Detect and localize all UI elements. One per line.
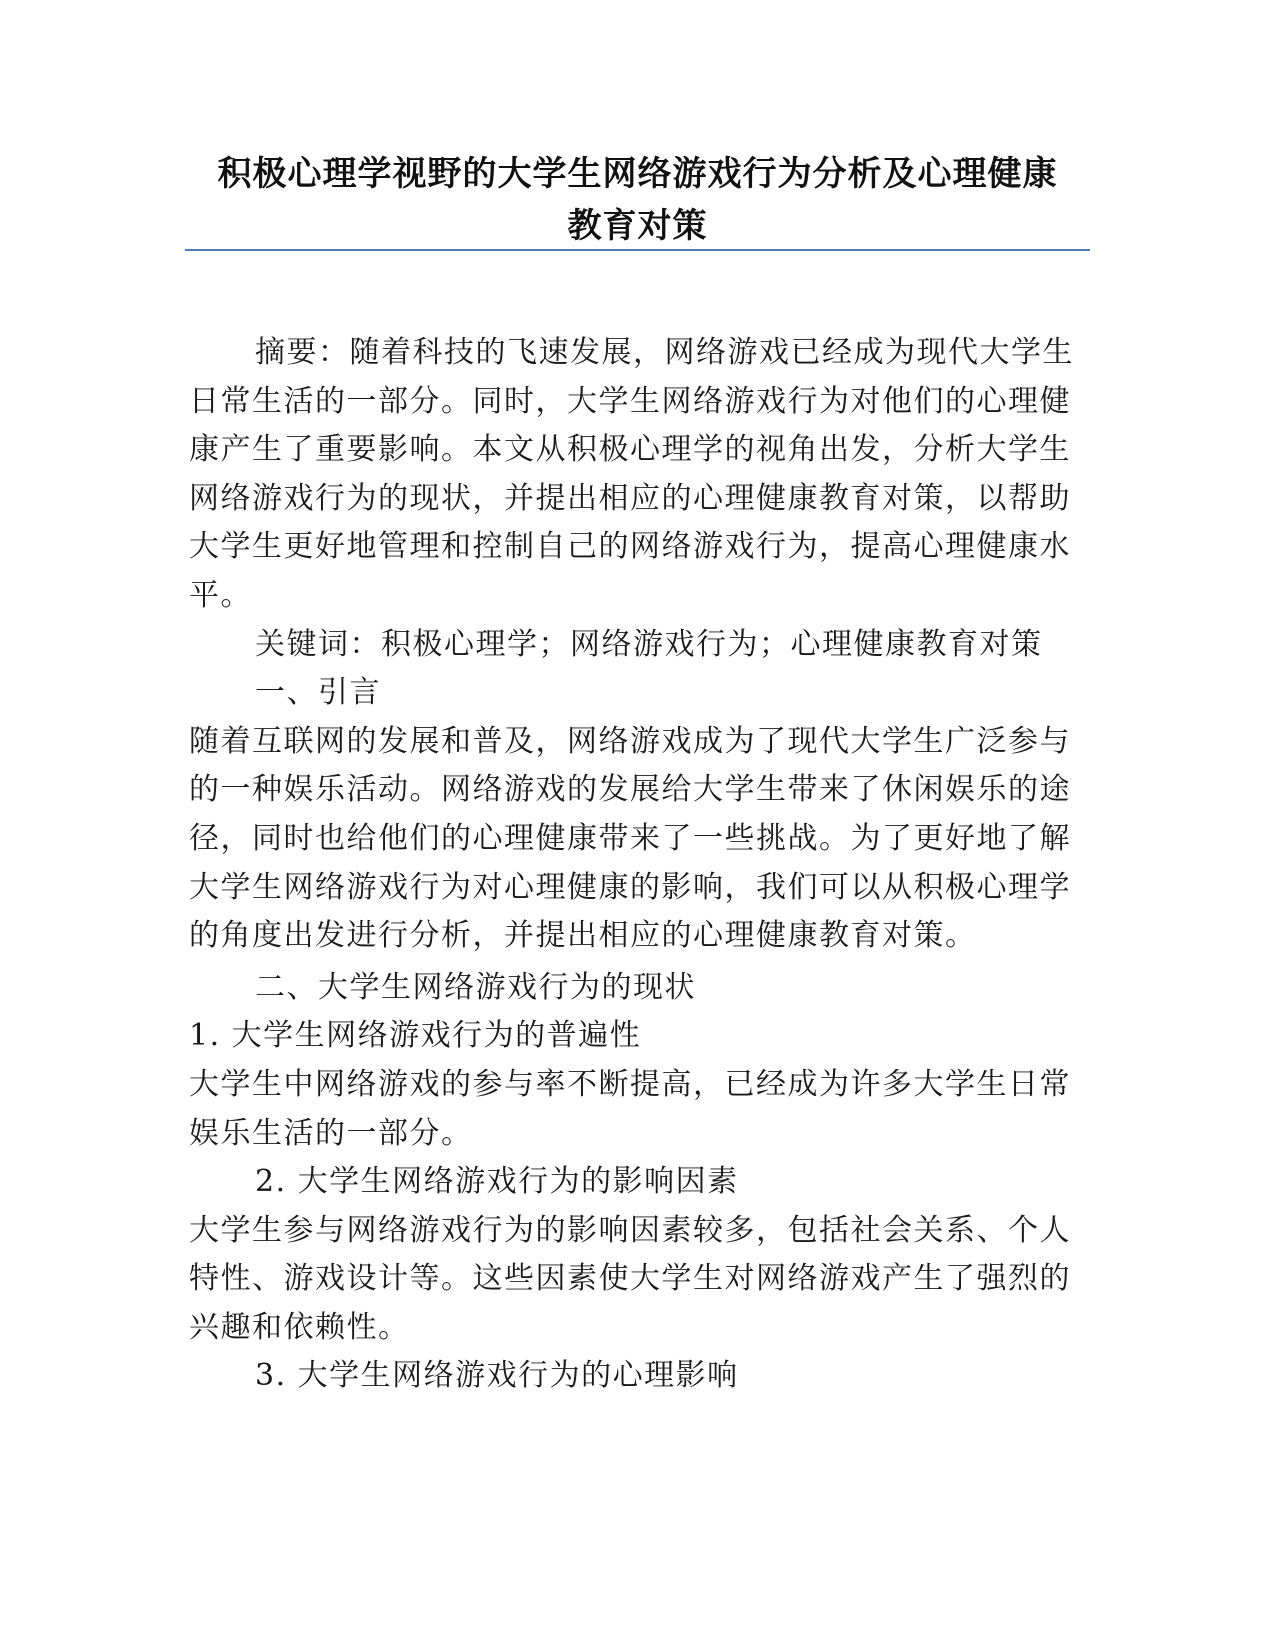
abstract-paragraph: 摘要：随着科技的飞速发展，网络游戏已经成为现代大学生日常生活的一部分。同时，大学生网络游戏行为对他们的心理健康产生了重要影响。本文从积极心理学的视角出发，分析大学生网络游戏行为的现状，并提出相应的心理健康教育对策，以帮助大学生更好地管理和控制自己的网络游戏行为，提高心理健康水平。 — [189, 335, 1074, 613]
subheading-prevalence: 1. 大学生网络游戏行为的普遍性 — [189, 1018, 642, 1054]
title-line-1: 积极心理学视野的大学生网络游戏行为分析及心理健康 — [217, 154, 1058, 194]
keywords-paragraph: 关键词：积极心理学；网络游戏行为；心理健康教育对策 — [255, 626, 1043, 662]
influencing-factors-paragraph: 大学生参与网络游戏行为的影响因素较多，包括社会关系、个人特性、游戏设计等。这些因素使大学生对网络游戏产生了强烈的兴趣和依赖性。 — [189, 1212, 1071, 1345]
document-title — [185, 148, 1090, 252]
prevalence-paragraph: 大学生中网络游戏的参与率不断提高，已经成为许多大学生日常娱乐生活的一部分。 — [189, 1066, 1071, 1151]
introduction-paragraph: 随着互联网的发展和普及，网络游戏成为了现代大学生广泛参与的一种娱乐活动。网络游戏的发展给大学生带来了休闲娱乐的途径，同时也给他们的心理健康带来了一些挑战。为了更好地了解大学生网络游戏行为对心理健康的影响，我们可以从积极心理学的角度出发进行分析，并提出相应的心理健康教育对策。 — [189, 723, 1071, 954]
subheading-psychological-impact: 3. 大学生网络游戏行为的心理影响 — [255, 1358, 739, 1394]
document-body — [189, 329, 1084, 1401]
section-heading-introduction: 一、引言 — [255, 675, 381, 711]
title-underline-rule — [185, 249, 1090, 251]
subheading-influencing-factors: 2. 大学生网络游戏行为的影响因素 — [255, 1164, 739, 1200]
title-line-2: 教育对策 — [567, 206, 708, 246]
section-heading-current-status: 二、大学生网络游戏行为的现状 — [255, 969, 696, 1005]
